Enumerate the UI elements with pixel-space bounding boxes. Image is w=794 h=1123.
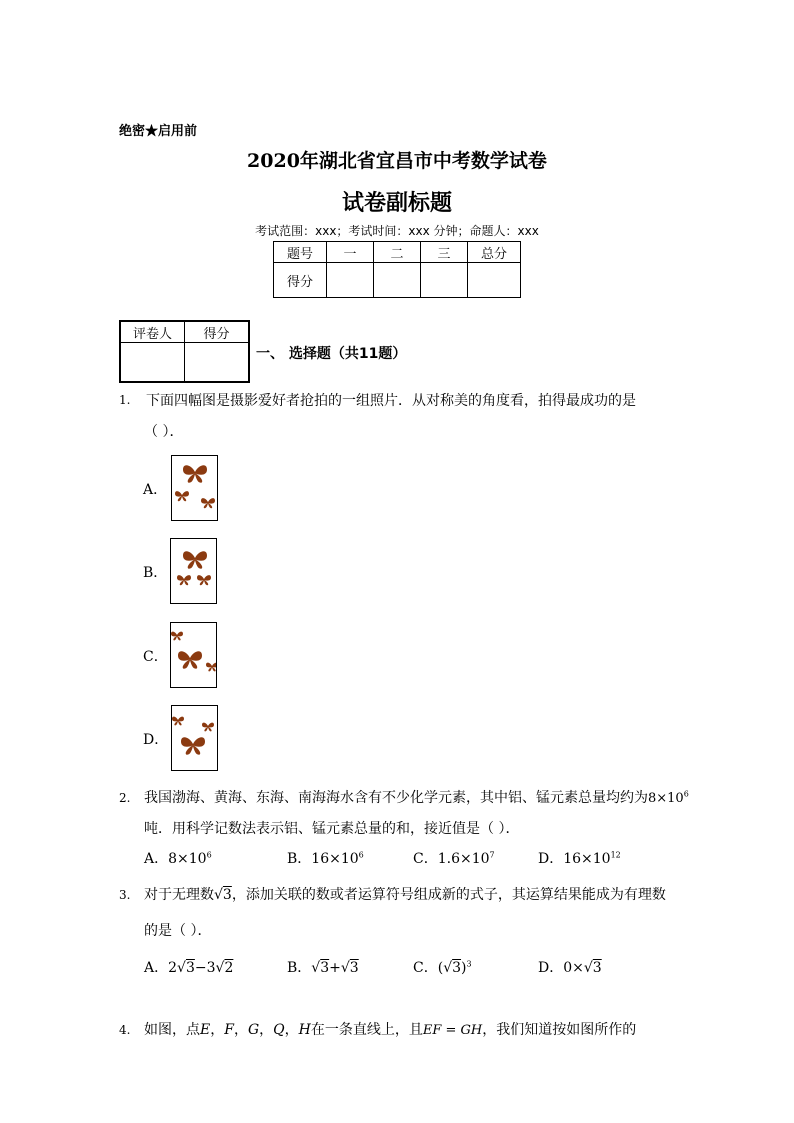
question-text — [144, 787, 689, 807]
grader-table — [119, 320, 250, 383]
question-text-part: 在一条直线上，且 — [310, 1022, 423, 1038]
sqrt-sign: √ — [311, 960, 321, 976]
butterfly-icon — [181, 737, 205, 755]
option-label: C． — [413, 851, 438, 867]
score-cell — [421, 263, 468, 298]
grader-cell — [120, 343, 185, 383]
option-exponent: 6 — [358, 850, 364, 860]
option-d[interactable] — [538, 957, 602, 977]
score-header-cell: 一 — [327, 242, 374, 263]
sqrt-sign: √ — [177, 960, 186, 976]
grader-header-cell: 评卷人 — [120, 321, 185, 343]
option-label: B． — [287, 960, 312, 976]
question-text-part: 对于无理数 — [144, 887, 214, 903]
question-number: 3. — [119, 888, 131, 902]
score-cell — [327, 263, 374, 298]
option-value: −3 — [194, 960, 216, 976]
option-exponent: 12 — [610, 850, 621, 860]
butterfly-icon — [206, 663, 216, 672]
option-value: 1.6×10 — [437, 851, 490, 867]
option-value: 16×10 — [311, 851, 359, 867]
question-text: 的是（ ）． — [144, 923, 212, 939]
math-exponent: 6 — [683, 789, 689, 799]
grader-cell — [185, 343, 250, 383]
option-d[interactable] — [538, 848, 621, 868]
option-label: B． — [143, 565, 168, 581]
sqrt-radicand: 3 — [349, 960, 359, 976]
butterfly-icon — [177, 575, 191, 585]
option-label: D． — [538, 851, 564, 867]
exam-subtitle: 试卷副标题 — [341, 190, 452, 216]
sqrt-radicand: 3 — [222, 887, 232, 903]
option-value: ( — [437, 960, 444, 976]
question-text-part: ，我们知道按如图所作的 — [482, 1022, 637, 1038]
sqrt-radicand: 3 — [185, 960, 195, 976]
question-text-part: 我国渤海、黄海、东海、南海海水含有不少化学元素，其中铝、锰元素总量均约为 — [144, 790, 648, 806]
math-expression: 8×10 — [648, 791, 684, 806]
butterfly-icon — [197, 575, 211, 585]
point-label: E — [200, 1022, 211, 1038]
question-text: 吨．用科学记数法表示铝、锰元素总量的和，接近值是（ ）． — [144, 821, 520, 837]
score-cell — [374, 263, 421, 298]
point-label: Q — [273, 1022, 285, 1038]
question-number: 2. — [119, 791, 131, 805]
photo-c[interactable] — [170, 622, 217, 688]
score-header-cell: 三 — [421, 242, 468, 263]
question-text-part: ，添加关联的数或者运算符号组成新的式子，其运算结果能成为有理数 — [231, 887, 666, 903]
butterfly-icon — [183, 465, 207, 483]
question-text: （ ）． — [144, 424, 184, 440]
exam-info: 考试范围：xxx；考试时间：xxx 分钟；命题人：xxx — [255, 224, 539, 238]
question-text: 下面四幅图是摄影爱好者抢拍的一组照片．从对称美的角度看，拍得最成功的是 — [146, 393, 636, 409]
sqrt-sign: √ — [340, 960, 350, 976]
point-label: G — [247, 1022, 260, 1038]
question-text — [144, 1019, 636, 1039]
option-a[interactable] — [144, 957, 233, 977]
exam-title: 2020年湖北省宜昌市中考数学试卷 — [247, 150, 547, 172]
option-label: C． — [413, 960, 438, 976]
sqrt-sign: √ — [443, 960, 453, 976]
option-label: C． — [143, 649, 168, 665]
point-label: F — [224, 1022, 234, 1038]
butterfly-icon — [183, 551, 207, 569]
grader-header-cell: 得分 — [185, 321, 250, 343]
separator: ， — [259, 1022, 274, 1038]
sqrt-radicand: 3 — [320, 960, 330, 976]
question-number: 1. — [119, 393, 131, 407]
separator: ， — [284, 1022, 299, 1038]
score-header-cell: 总分 — [468, 242, 521, 263]
photo-a[interactable] — [171, 455, 218, 521]
option-value: ) — [461, 960, 467, 976]
option-label: D． — [538, 960, 564, 976]
option-label: A． — [144, 960, 169, 976]
confidential-label: 绝密★启用前 — [119, 124, 198, 139]
section-title: 一、 选择题（共11题） — [256, 346, 407, 362]
option-value: 0× — [563, 960, 584, 976]
sqrt-radicand: 3 — [592, 960, 602, 976]
butterfly-icon — [175, 491, 189, 501]
score-header-cell: 二 — [374, 242, 421, 263]
option-value: 16×10 — [563, 851, 611, 867]
option-a[interactable] — [144, 848, 212, 868]
sqrt-sign: √ — [215, 960, 225, 976]
option-value: 2 — [168, 960, 178, 976]
math-expression: EF = GH — [422, 1023, 483, 1038]
photo-b[interactable] — [170, 538, 217, 604]
question-text-part: 如图，点 — [144, 1022, 200, 1038]
separator: ， — [233, 1022, 248, 1038]
option-label: A． — [143, 482, 168, 498]
butterfly-icon — [201, 498, 215, 508]
point-label: H — [298, 1022, 311, 1038]
sqrt-radicand: 3 — [452, 960, 462, 976]
sqrt-sign: √ — [583, 960, 593, 976]
separator: ， — [210, 1022, 225, 1038]
option-exponent: 6 — [206, 850, 212, 860]
option-exponent: 3 — [466, 959, 472, 969]
option-label: B． — [287, 851, 312, 867]
score-row-label: 得分 — [274, 263, 327, 298]
sqrt-sign: √ — [214, 887, 223, 903]
butterfly-icon — [171, 632, 183, 641]
option-label: A． — [144, 851, 169, 867]
sqrt-radicand: 2 — [224, 960, 234, 976]
butterfly-icon — [172, 717, 184, 726]
option-b[interactable] — [287, 957, 359, 977]
score-table — [273, 241, 521, 298]
butterfly-icon — [178, 651, 202, 669]
option-label: D． — [143, 732, 169, 748]
butterfly-icon — [202, 723, 214, 732]
option-b[interactable] — [287, 848, 364, 868]
option-c[interactable] — [413, 848, 495, 868]
option-value: 8×10 — [168, 851, 207, 867]
option-c[interactable] — [413, 957, 472, 977]
score-header-cell: 题号 — [274, 242, 327, 263]
question-number: 4. — [119, 1023, 131, 1037]
option-value: + — [329, 960, 341, 976]
photo-d[interactable] — [171, 705, 218, 771]
score-cell — [468, 263, 521, 298]
option-exponent: 7 — [489, 850, 495, 860]
question-text — [144, 884, 666, 904]
